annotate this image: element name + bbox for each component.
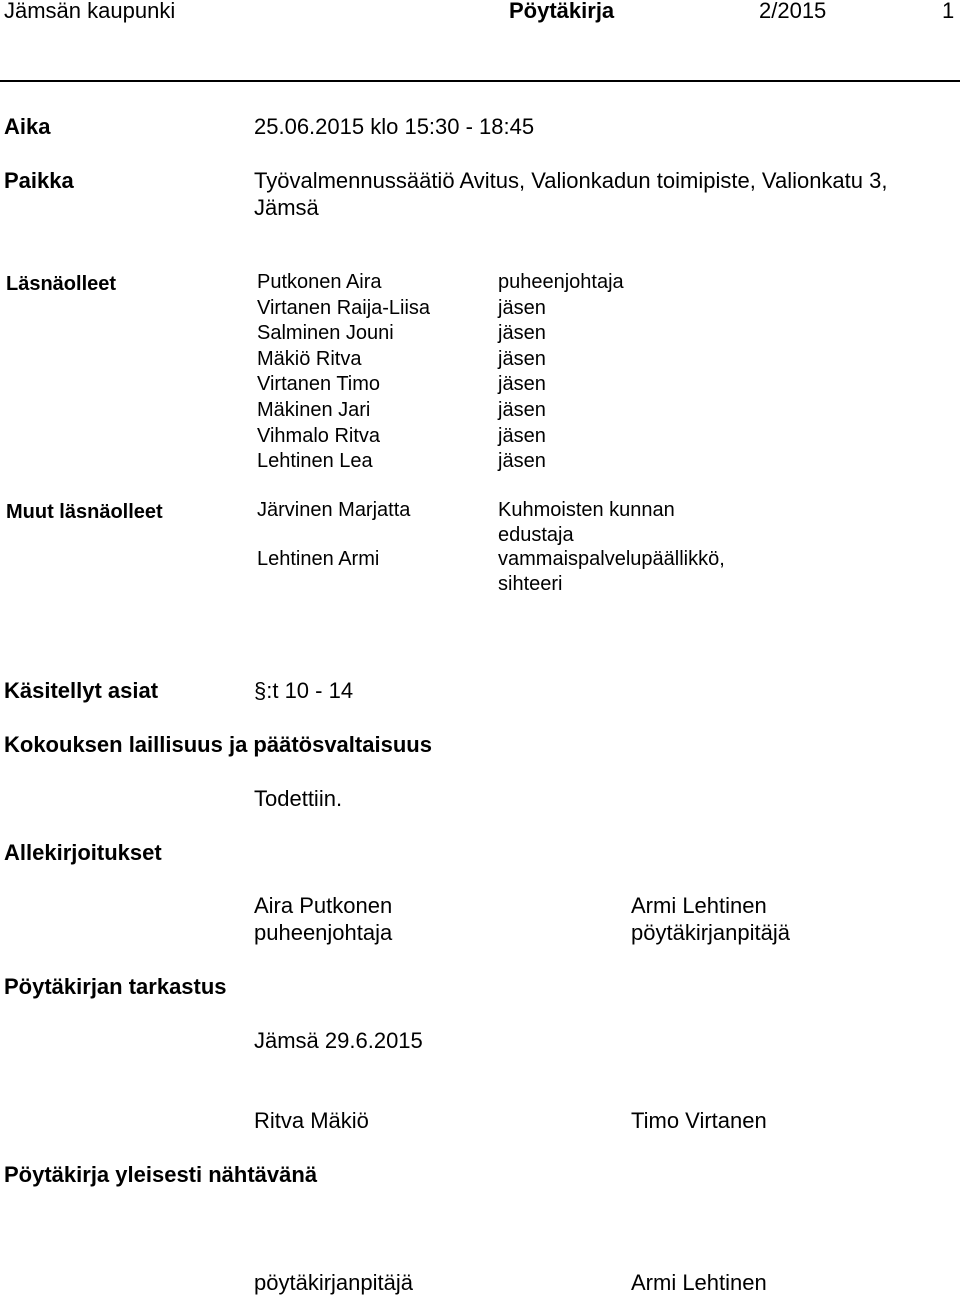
attendee-role: jäsen — [498, 296, 546, 319]
signer2-role: pöytäkirjanpitäjä — [631, 920, 790, 945]
attendee-name: Virtanen Timo — [257, 373, 381, 396]
header-divider — [0, 80, 960, 82]
other-attendee-name: Lehtinen Armi — [257, 548, 380, 570]
attendee-role: jäsen — [498, 373, 546, 396]
header-organization: Jämsän kaupunki — [4, 0, 176, 23]
attendee-name: Salminen Jouni — [257, 322, 394, 345]
aika-label: Aika — [4, 114, 51, 139]
kasitellyt-label: Käsitellyt asiat — [4, 678, 159, 703]
other-attendee-name: Järvinen Marjatta — [257, 499, 411, 521]
checker2-name: Timo Virtanen — [631, 1108, 767, 1133]
nahtavana-name: Armi Lehtinen — [631, 1270, 767, 1295]
laillisuus-value: Todettiin. — [254, 786, 343, 811]
attendee-roles — [498, 270, 624, 475]
header-document-type: Pöytäkirja — [509, 0, 615, 23]
tarkastus-place-date: Jämsä 29.6.2015 — [254, 1028, 423, 1053]
muut-label: Muut läsnäolleet — [6, 501, 163, 523]
aika-value: 25.06.2015 klo 15:30 - 18:45 — [254, 114, 535, 139]
attendee-name: Putkonen Aira — [257, 271, 382, 293]
attendee-names — [257, 270, 430, 475]
attendee-role: jäsen — [498, 450, 546, 473]
attendee-role: jäsen — [498, 424, 546, 447]
attendee-name: Mäkiö Ritva — [257, 347, 362, 370]
lasnaolleet-label: Läsnäolleet — [6, 273, 117, 295]
attendee-name: Virtanen Raija-Liisa — [257, 296, 431, 319]
signer1-name: Aira Putkonen — [254, 893, 393, 918]
header-document-number: 2/2015 — [759, 0, 827, 23]
signer1-role: puheenjohtaja — [254, 920, 393, 945]
tarkastus-label: Pöytäkirjan tarkastus — [4, 974, 227, 999]
nahtavana-label: Pöytäkirja yleisesti nähtävänä — [4, 1162, 318, 1187]
checker1-name: Ritva Mäkiö — [254, 1108, 369, 1133]
attendee-role: puheenjohtaja — [498, 271, 624, 293]
laillisuus-label: Kokouksen laillisuus ja päätösvaltaisuus — [4, 732, 432, 757]
nahtavana-role: pöytäkirjanpitäjä — [254, 1270, 413, 1295]
attendee-name: Vihmalo Ritva — [257, 424, 381, 447]
attendee-role: jäsen — [498, 398, 546, 421]
other-attendee-role-line1: Kuhmoisten kunnan — [498, 499, 675, 521]
header-page-number: 1 — [942, 0, 955, 23]
attendee-name: Mäkinen Jari — [257, 398, 371, 421]
other-attendee-role-line2: sihteeri — [498, 573, 563, 595]
attendee-role: jäsen — [498, 347, 546, 370]
kasitellyt-value: §:t 10 - 14 — [254, 678, 354, 703]
paikka-value-line1: Työvalmennussäätiö Avitus, Valionkadun toimipiste, Valionkatu 3, — [254, 168, 888, 193]
allekirjoitukset-label: Allekirjoitukset — [4, 840, 162, 865]
signer2-name: Armi Lehtinen — [631, 893, 767, 918]
paikka-label: Paikka — [4, 168, 74, 193]
other-attendee-role-line2: edustaja — [498, 524, 574, 546]
other-attendee-role-line1: vammaispalvelupäällikkö, — [498, 548, 725, 570]
attendee-role: jäsen — [498, 322, 546, 345]
paikka-value-line2: Jämsä — [254, 195, 319, 220]
attendee-name: Lehtinen Lea — [257, 450, 373, 473]
